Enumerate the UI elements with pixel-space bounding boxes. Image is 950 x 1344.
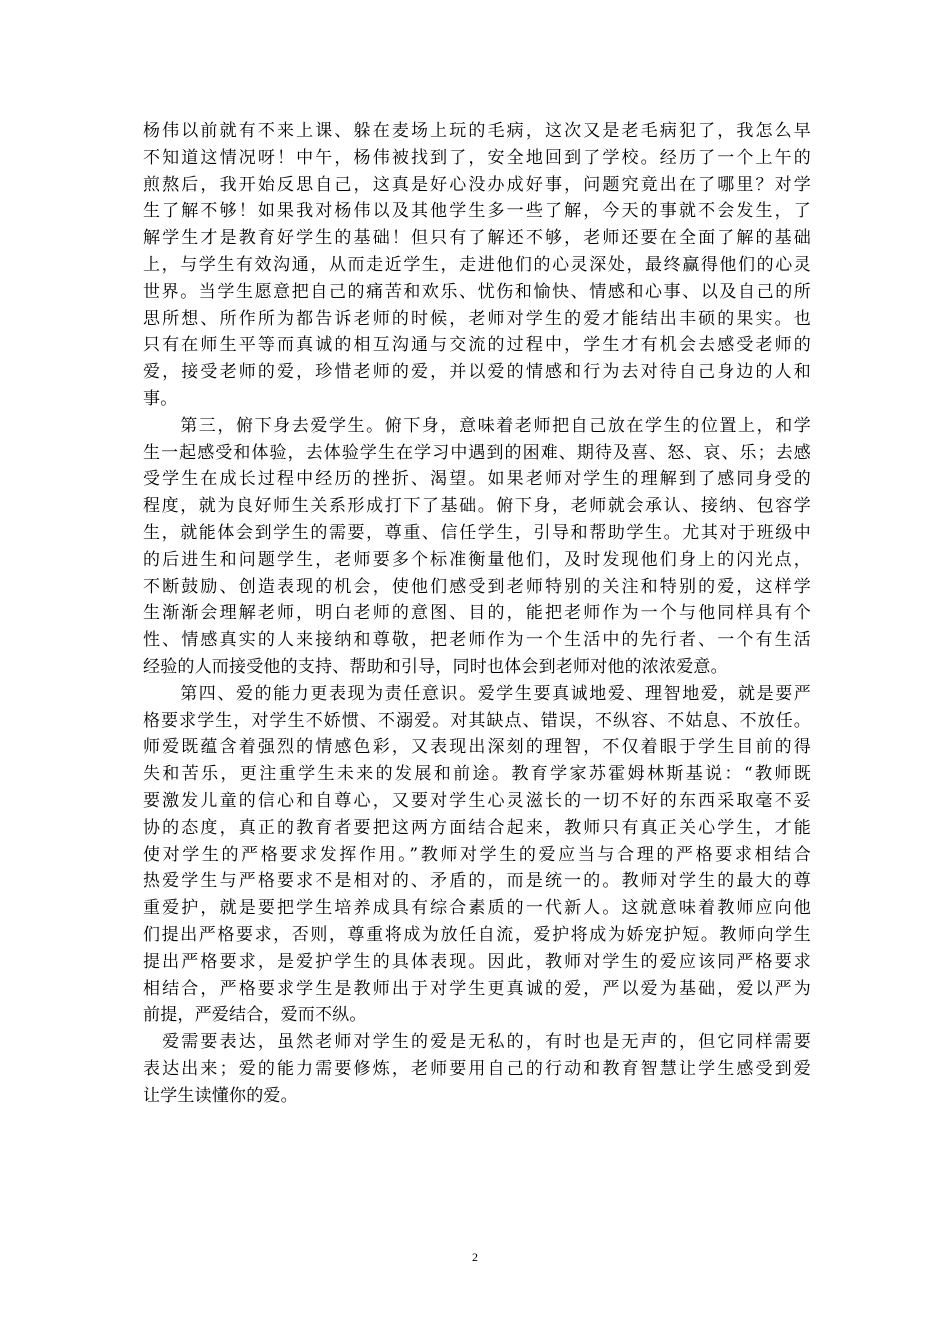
text-line: 爱需要表达，虽然老师对学生的爱是无私的，有时也是无声的，但它同样需要 (143, 1032, 811, 1053)
text-line: 解学生才是教育好学生的基础！但只有了解还不够，老师还要在全面了解的基础 (143, 228, 811, 249)
text-line: 性、情感真实的人来接纳和尊敬，把老师作为一个生活中的先行者、一个有生活 (143, 630, 811, 651)
text-line: 失和苦乐，更注重学生未来的发展和前途。教育学家苏霍姆林斯基说：“教师既 (143, 764, 811, 785)
text-line: 思所想、所作所为都告诉老师的时候，老师对学生的爱才能结出丰硕的果实。也 (143, 308, 811, 329)
text-line: 程度，就为良好师生关系形成打下了基础。俯下身，老师就会承认、接纳、包容学 (143, 496, 811, 517)
text-line: 第四、爱的能力更表现为责任意识。爱学生要真诚地爱、理智地爱，就是要严 (143, 683, 811, 704)
text-line: 生了解不够！如果我对杨伟以及其他学生多一些了解，今天的事就不会发生，了 (143, 201, 811, 222)
text-line: 师爱既蕴含着强烈的情感色彩，又表现出深刻的理智，不仅着眼于学生目前的得 (143, 737, 811, 758)
text-line: 上，与学生有效沟通，从而走近学生，走进他们的心灵深处，最终赢得他们的心灵 (143, 254, 811, 275)
text-line: 杨伟以前就有不来上课、躲在麦场上玩的毛病，这次又是老毛病犯了，我怎么早 (143, 121, 811, 141)
text-line: 世界。当学生愿意把自己的痛苦和欢乐、忧伤和愉快、情感和心事、以及自己的所 (143, 281, 811, 302)
text-line: 们提出严格要求，否则，尊重将成为放任自流，爱护将成为娇宠护短。教师向学生 (143, 924, 811, 945)
text-line: 生，就能体会到学生的需要，尊重、信任学生，引导和帮助学生。尤其对于班级中 (143, 522, 811, 543)
text-line: 重爱护，就是要把学生培养成具有综合素质的一代新人。这就意味着教师应向他 (143, 898, 811, 919)
text-line: 提出严格要求，是爱护学生的具体表现。因此，教师对学生的爱应该同严格要求 (143, 951, 811, 972)
text-line: 前提，严爱结合，爱而不纵。 (143, 1005, 367, 1026)
text-line: 只有在师生平等而真诚的相互沟通与交流的过程中，学生才有机会去感受老师的 (143, 335, 811, 356)
text-line: 煎熬后，我开始反思自己，这真是好心没办成好事，问题究竟出在了哪里？对学 (143, 174, 811, 195)
page-number: 2 (472, 1250, 478, 1264)
text-line: 不断鼓励、创造表现的机会，使他们感受到老师特别的关注和特别的爱，这样学 (143, 576, 811, 597)
text-line: 协的态度，真正的教育者要把这两方面结合起来，教师只有真正关心学生，才能 (143, 817, 811, 838)
text-line: 经验的人而接受他的支持、帮助和引导，同时也体会到老师对他的浓浓爱意。 (143, 656, 728, 677)
text-line: 表达出来；爱的能力需要修炼，老师要用自己的行动和教育智慧让学生感受到爱 (143, 1058, 811, 1079)
text-line: 让学生读懂你的爱。 (143, 1085, 298, 1106)
text-line: 受学生在成长过程中经历的挫折、渴望。如果老师对学生的理解到了感同身受的 (143, 469, 811, 490)
text-line: 热爱学生与严格要求不是相对的、矛盾的，而是统一的。教师对学生的最大的尊 (143, 871, 811, 892)
text-line: 格要求学生，对学生不娇惯、不溺爱。对其缺点、错误，不纵容、不姑息、不放任。 (143, 710, 811, 731)
text-line: 事。 (143, 388, 178, 409)
document-body (143, 118, 811, 1109)
text-line: 使对学生的严格要求发挥作用。”教师对学生的爱应当与合理的严格要求相结合 (143, 844, 811, 865)
text-line: 生渐渐会理解老师，明白老师的意图、目的，能把老师作为一个与他同样具有个 (143, 603, 811, 624)
text-line: 第三，俯下身去爱学生。俯下身，意味着老师把自己放在学生的位置上，和学 (143, 415, 811, 436)
text-line: 爱，接受老师的爱，珍惜老师的爱，并以爱的情感和行为去对待自己身边的人和 (143, 362, 811, 383)
text-line: 要激发儿童的信心和自尊心，又要对学生心灵滋长的一切不好的东西采取毫不妥 (143, 790, 811, 811)
text-line: 相结合，严格要求学生是教师出于对学生更真诚的爱，严以爱为基础，爱以严为 (143, 978, 811, 999)
text-line: 的后进生和问题学生，老师要多个标准衡量他们，及时发现他们身上的闪光点， (143, 549, 811, 570)
text-line: 生一起感受和体验，去体验学生在学习中遇到的困难、期待及喜、怒、哀、乐；去感 (143, 442, 811, 463)
text-line: 不知道这情况呀！中午，杨伟被找到了，安全地回到了学校。经历了一个上午的 (143, 147, 811, 168)
